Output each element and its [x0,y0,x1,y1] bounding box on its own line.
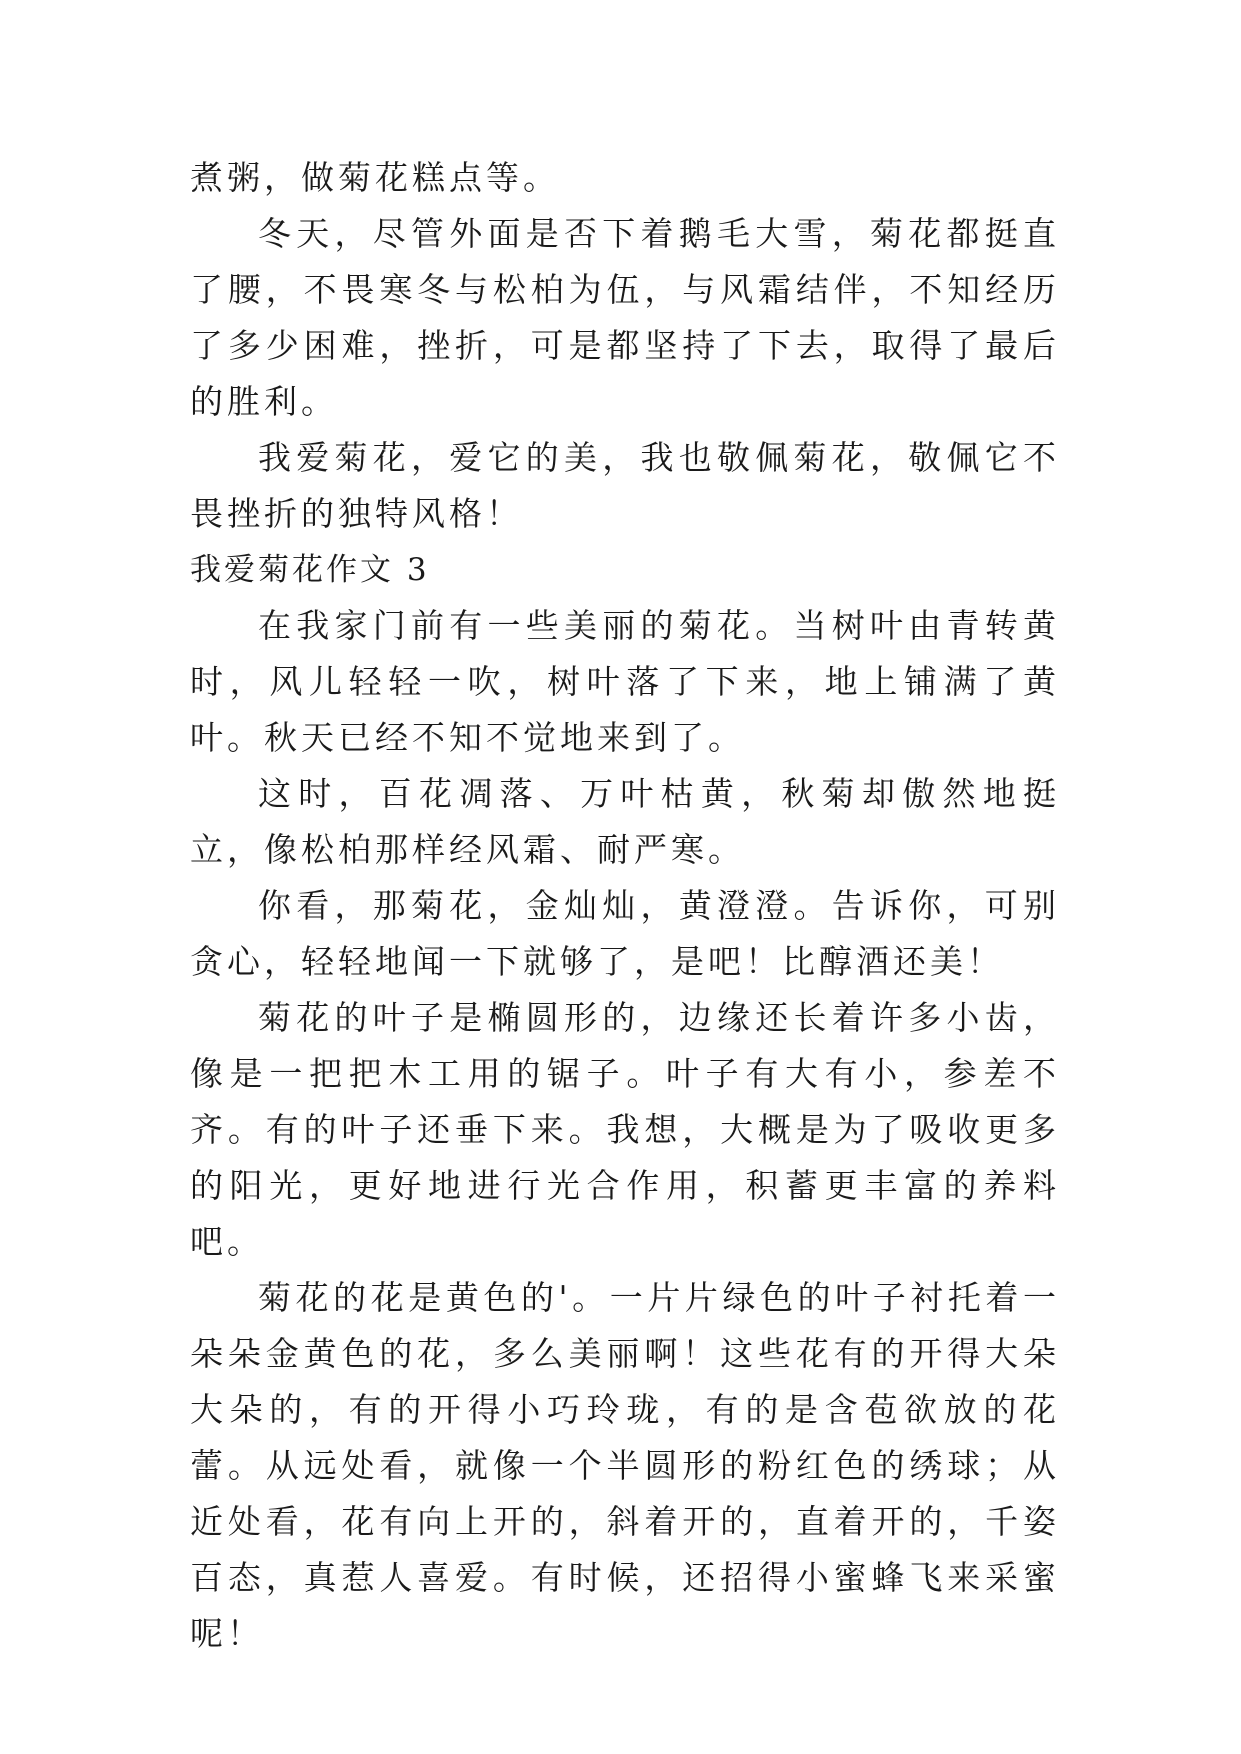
document-body [190,150,1060,1662]
paragraph-golden-flower: 你看，那菊花，金灿灿，黄澄澄。告诉你，可别贪心，轻轻地闻一下就够了，是吧！比醇酒还美！ [190,886,1060,981]
paragraph-winter: 冬天，尽管外面是否下着鹅毛大雪，菊花都挺直了腰，不畏寒冬与松柏为伍，与风霜结伴，不知经历了多少困难，挫折，可是都坚持了下去，取得了最后的胜利。 [190,214,1060,421]
paragraph-autumn-chrysanthemum: 这时，百花凋落、万叶枯黄，秋菊却傲然地挺立，像松柏那样经风霜、耐严寒。 [190,774,1060,869]
paragraph-continuation: 煮粥，做菊花糕点等。 [190,158,560,197]
paragraph-admiration: 我爱菊花，爱它的美，我也敬佩菊花，敬佩它不畏挫折的独特风格！ [190,438,1060,533]
paragraph-flowers: 菊花的花是黄色的'。一片片绿色的叶子衬托着一朵朵金黄色的花，多么美丽啊！这些花有的开得大朵大朵的，有的开得小巧玲珑，有的是含苞欲放的花蕾。从远处看，就像一个半圆形的粉红色的绣球；从近处看，花有向上开的，斜着开的，直着开的，千姿百态，真惹人喜爱。有时候，还招得小蜜蜂飞来采蜜呢！ [190,1278,1060,1653]
paragraph-autumn-arrives: 在我家门前有一些美丽的菊花。当树叶由青转黄时，风儿轻轻一吹，树叶落了下来，地上铺满了黄叶。秋天已经不知不觉地来到了。 [190,606,1060,757]
paragraph-leaves: 菊花的叶子是椭圆形的，边缘还长着许多小齿，像是一把把木工用的锯子。叶子有大有小，参差不齐。有的叶子还垂下来。我想，大概是为了吸收更多的阳光，更好地进行光合作用，积蓄更丰富的养料吧。 [190,998,1060,1261]
essay-title: 我爱菊花作文 3 [190,552,430,588]
